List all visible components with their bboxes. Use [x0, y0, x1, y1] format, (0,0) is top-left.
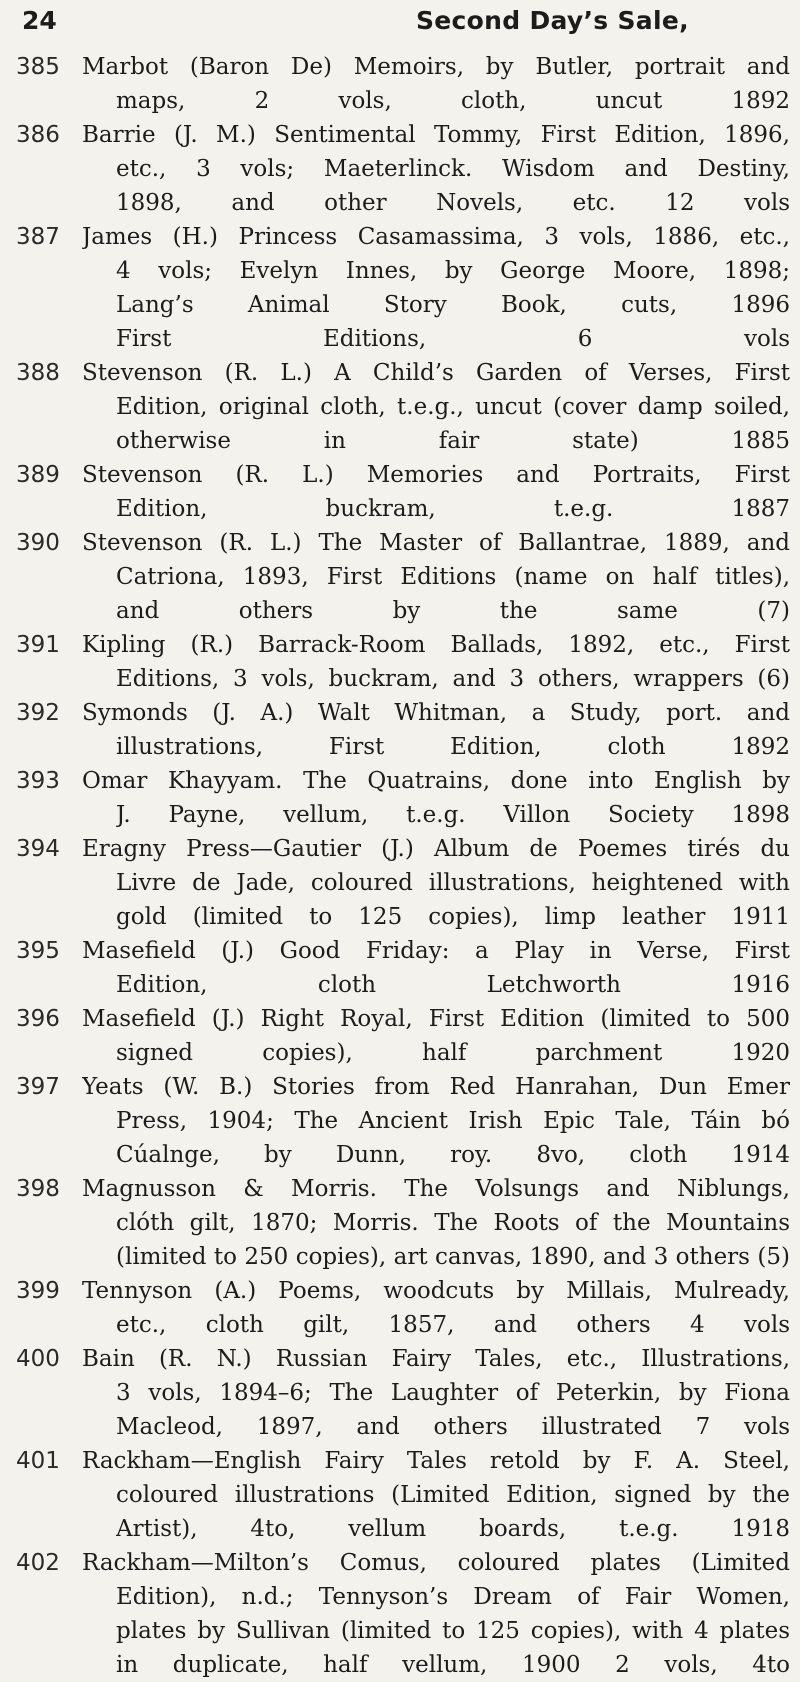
catalogue-lot	[0, 1172, 800, 1274]
lot-description-line: Stevenson (R. L.) The Master of Ballantrae, 1889, and	[82, 530, 790, 556]
lot-description-line: Tennyson (A.) Poems, woodcuts by Millais, Mulready,	[82, 1278, 790, 1304]
lot-number: 400	[16, 1346, 60, 1372]
lot-description-line: Press, 1904; The Ancient Irish Epic Tale, Táin bó	[116, 1108, 790, 1134]
catalogue-lot	[0, 1274, 800, 1342]
catalogue-lot	[0, 1444, 800, 1546]
catalogue-lot	[0, 1070, 800, 1172]
lot-number: 395	[16, 938, 60, 964]
lot-description-line: etc., 3 vols; Maeterlinck. Wisdom and Destiny,	[116, 156, 790, 182]
lot-description-line: Edition), n.d.; Tennyson’s Dream of Fair Women,	[116, 1584, 790, 1610]
lot-description-line: maps, 2 vols, cloth, uncut 1892	[116, 88, 790, 114]
page-header	[0, 0, 800, 44]
catalogue-lot	[0, 696, 800, 764]
lot-description-line: etc., cloth gilt, 1857, and others 4 vols	[116, 1312, 790, 1338]
lot-description-line: in duplicate, half vellum, 1900 2 vols, 4to	[116, 1652, 790, 1678]
lot-number: 393	[16, 768, 60, 794]
lot-description-line: signed copies), half parchment 1920	[116, 1040, 790, 1066]
catalogue-lot	[0, 356, 800, 458]
lot-description-line: James (H.) Princess Casamassima, 3 vols, 1886, etc.,	[82, 224, 790, 250]
lot-description-line: Kipling (R.) Barrack-Room Ballads, 1892, etc., First	[82, 632, 790, 658]
lot-description-line: Catriona, 1893, First Editions (name on half titles),	[116, 564, 790, 590]
lot-description-line: Cúalnge, by Dunn, roy. 8vo, cloth 1914	[116, 1142, 790, 1168]
lot-description-line: and others by the same (7)	[116, 598, 790, 624]
lot-description-line: Edition, original cloth, t.e.g., uncut (cover damp soiled,	[116, 394, 790, 420]
lot-description-line: 3 vols, 1894–6; The Laughter of Peterkin, by Fiona	[116, 1380, 790, 1406]
lot-description-line: otherwise in fair state) 1885	[116, 428, 790, 454]
catalogue-lot	[0, 934, 800, 1002]
lot-description-line: First Editions, 6 vols	[116, 326, 790, 352]
lot-number: 396	[16, 1006, 60, 1032]
catalogue-lot	[0, 832, 800, 934]
lot-description-line: Magnusson & Morris. The Volsungs and Niblungs,	[82, 1176, 790, 1202]
lot-description-line: illustrations, First Edition, cloth 1892	[116, 734, 790, 760]
lot-description-line: Artist), 4to, vellum boards, t.e.g. 1918	[116, 1516, 790, 1542]
lot-number: 390	[16, 530, 60, 556]
lot-number: 394	[16, 836, 60, 862]
lot-description-line: (limited to 250 copies), art canvas, 1890, and 3 others (5)	[116, 1244, 790, 1270]
lot-number: 402	[16, 1550, 60, 1576]
lot-description-line: 1898, and other Novels, etc. 12 vols	[116, 190, 790, 216]
lot-description-line: Macleod, 1897, and others illustrated 7 vols	[116, 1414, 790, 1440]
lot-description-line: Edition, buckram, t.e.g. 1887	[116, 496, 790, 522]
lot-description-line: Omar Khayyam. The Quatrains, done into English by	[82, 768, 790, 794]
lot-number: 388	[16, 360, 60, 386]
lot-description-line: Masefield (J.) Right Royal, First Edition (limited to 500	[82, 1006, 790, 1032]
lot-description-line: gold (limited to 125 copies), limp leather 1911	[116, 904, 790, 930]
catalogue-lot	[0, 458, 800, 526]
lot-number: 391	[16, 632, 60, 658]
catalogue-lot	[0, 1002, 800, 1070]
catalogue-lot	[0, 1546, 800, 1682]
lot-description-line: Stevenson (R. L.) A Child’s Garden of Verses, First	[82, 360, 790, 386]
catalogue-lot	[0, 628, 800, 696]
catalogue-lot	[0, 50, 800, 118]
running-title: Second Day’s Sale,	[416, 6, 689, 35]
lot-description-line: Stevenson (R. L.) Memories and Portraits, First	[82, 462, 790, 488]
lot-description-line: Livre de Jade, coloured illustrations, heightened with	[116, 870, 790, 896]
lot-number: 401	[16, 1448, 60, 1474]
lot-description-line: Bain (R. N.) Russian Fairy Tales, etc., Illustrations,	[82, 1346, 790, 1372]
lot-description-line: Lang’s Animal Story Book, cuts, 1896	[116, 292, 790, 318]
lot-description-line: Symonds (J. A.) Walt Whitman, a Study, port. and	[82, 700, 790, 726]
lot-number: 385	[16, 54, 60, 80]
catalogue-lot	[0, 526, 800, 628]
lot-number: 399	[16, 1278, 60, 1304]
lot-description-line: Rackham—Milton’s Comus, coloured plates (Limited	[82, 1550, 790, 1576]
lot-number: 397	[16, 1074, 60, 1100]
lot-description-line: plates by Sullivan (limited to 125 copies), with 4 plates	[116, 1618, 790, 1644]
lot-number: 387	[16, 224, 60, 250]
catalogue-lot	[0, 118, 800, 220]
lot-number: 398	[16, 1176, 60, 1202]
lot-description-line: Rackham—English Fairy Tales retold by F. A. Steel,	[82, 1448, 790, 1474]
lot-description-line: Barrie (J. M.) Sentimental Tommy, First Edition, 1896,	[82, 122, 790, 148]
lot-description-line: J. Payne, vellum, t.e.g. Villon Society 1898	[116, 802, 790, 828]
lot-list	[0, 50, 800, 1682]
lot-number: 386	[16, 122, 60, 148]
lot-description-line: Editions, 3 vols, buckram, and 3 others, wrappers (6)	[116, 666, 790, 692]
lot-description-line: Marbot (Baron De) Memoirs, by Butler, portrait and	[82, 54, 790, 80]
lot-description-line: Masefield (J.) Good Friday: a Play in Verse, First	[82, 938, 790, 964]
lot-description-line: Eragny Press—Gautier (J.) Album de Poemes tirés du	[82, 836, 790, 862]
lot-description-line: Yeats (W. B.) Stories from Red Hanrahan, Dun Emer	[82, 1074, 790, 1100]
lot-number: 389	[16, 462, 60, 488]
catalogue-lot	[0, 764, 800, 832]
lot-description-line: Edition, cloth Letchworth 1916	[116, 972, 790, 998]
lot-description-line: coloured illustrations (Limited Edition, signed by the	[116, 1482, 790, 1508]
page-number: 24	[22, 6, 57, 35]
catalogue-lot	[0, 1342, 800, 1444]
catalogue-lot	[0, 220, 800, 356]
lot-description-line: 4 vols; Evelyn Innes, by George Moore, 1898;	[116, 258, 790, 284]
lot-number: 392	[16, 700, 60, 726]
lot-description-line: clóth gilt, 1870; Morris. The Roots of the Mountains	[116, 1210, 790, 1236]
